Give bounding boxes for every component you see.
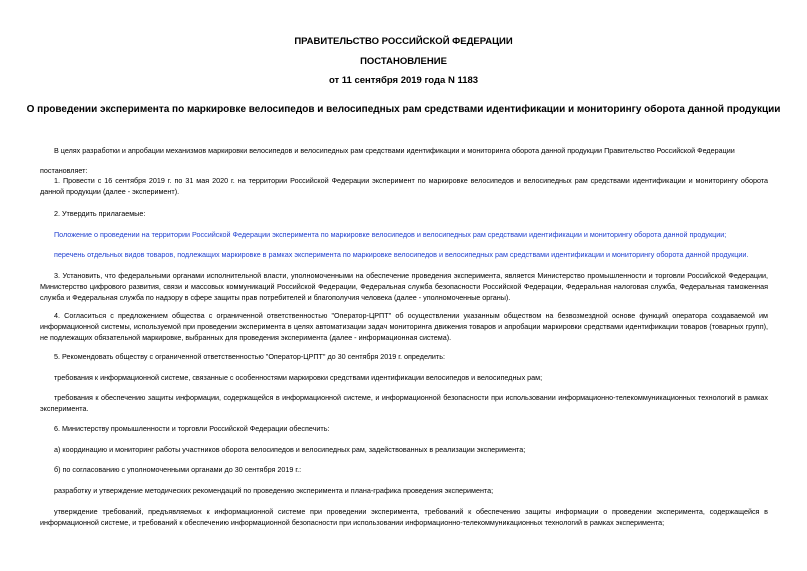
government-heading: ПРАВИТЕЛЬСТВО РОССИЙСКОЙ ФЕДЕРАЦИИ bbox=[294, 36, 513, 47]
paragraph-2: 2. Утвердить прилагаемые: bbox=[54, 209, 146, 218]
paragraph-6-item-a: а) координацию и мониторинг работы участников оборота велосипедов и велосипедных рам, задействованных в реализации эксперимента; bbox=[54, 445, 526, 454]
paragraph-5-item-b: требования к обеспечению защиты информации, содержащейся в информационной системе, и информационной безопасности при использовании информационно-телекоммуникационных технологий в рамках эксперимента. bbox=[40, 393, 768, 413]
paragraph-6-item-c: разработку и утверждение методических рекомендаций по проведению эксперимента и плана-графика проведения эксперимента; bbox=[54, 486, 494, 495]
document-title: О проведении эксперимента по маркировке велосипедов и велосипедных рам средствами идентификации и мониторингу оборота данной продукции bbox=[26, 104, 781, 115]
document-date-number: от 11 сентября 2019 года N 1183 bbox=[328, 75, 479, 86]
intro-paragraph: В целях разработки и апробации механизмов маркировки велосипедов и велосипедных рам средствами идентификации и мониторинга оборота данной продукции Правительство Российской Федерации bbox=[54, 146, 735, 155]
paragraph-5-item-a: требования к информационной системе, связанные с особенностями маркировки средствами идентификации велосипедов и велосипедных рам; bbox=[54, 373, 543, 382]
paragraph-6-item-d: утверждение требований, предъявляемых к информационной системе при проведении эксперимента, требований к обеспечению защиты информации о проведении эксперимента, содержащейся в информационной системе, и требований к обеспечению информационной безопасности при использовании информационно-телекоммуникационных технологий в рамках эксперимента; bbox=[40, 507, 768, 527]
decree-word: постановляет: bbox=[40, 166, 88, 175]
paragraph-5: 5. Рекомендовать обществу с ограниченной ответственностью "Оператор-ЦРПТ" до 30 сентября 2019 г. определить: bbox=[54, 352, 445, 361]
regulation-link[interactable]: Положение о проведении на территории Российской Федерации эксперимента по маркировке велосипедов и велосипедных рам средствами идентификации и мониторингу оборота данной продукции; bbox=[54, 230, 727, 239]
goods-list-link[interactable]: перечень отдельных видов товаров, подлежащих маркировке в рамках эксперимента по маркировке велосипедов и велосипедных рам средствами идентификации и мониторингу оборота данной продукции. bbox=[54, 250, 749, 259]
paragraph-1: 1. Провести с 16 сентября 2019 г. по 31 мая 2020 г. на территории Российской Федерации эксперимент по маркировке велосипедов и велосипедных рам средствами идентификации и мониторингу оборота данной продукции (далее - эксперимент). bbox=[40, 176, 768, 196]
paragraph-3: 3. Установить, что федеральными органами исполнительной власти, уполномоченными на обеспечение проведения эксперимента, является Министерство промышленности и торговли Российской Федерации, Министерство цифрового развития, связи и массовых коммуникаций Российской Федерации, Федеральная служба безопасности Российской Федерации, Федеральная налоговая служба, Федеральная таможенная служба и Федеральная служба по надзору в сфере защиты прав потребителей и благополучия человека (далее - уполномоченные органы). bbox=[40, 271, 768, 302]
paragraph-4: 4. Согласиться с предложением общества с ограниченной ответственностью "Оператор-ЦРПТ" об осуществлении указанным обществом на безвозмездной основе функций оператора создаваемой им информационной системы, используемой при проведении эксперимента в целях автоматизации задач мониторинга движения товаров и апробации маркировки средствами идентификации товаров (товарных групп), не подлежащих обязательной маркировке, выбранных для проведения эксперимента (далее - информационная система). bbox=[40, 311, 768, 342]
paragraph-6-item-b: б) по согласованию с уполномоченными органами до 30 сентября 2019 г.: bbox=[54, 465, 302, 474]
paragraph-6: 6. Министерству промышленности и торговли Российской Федерации обеспечить: bbox=[54, 424, 330, 433]
document-type: ПОСТАНОВЛЕНИЕ bbox=[360, 56, 447, 67]
